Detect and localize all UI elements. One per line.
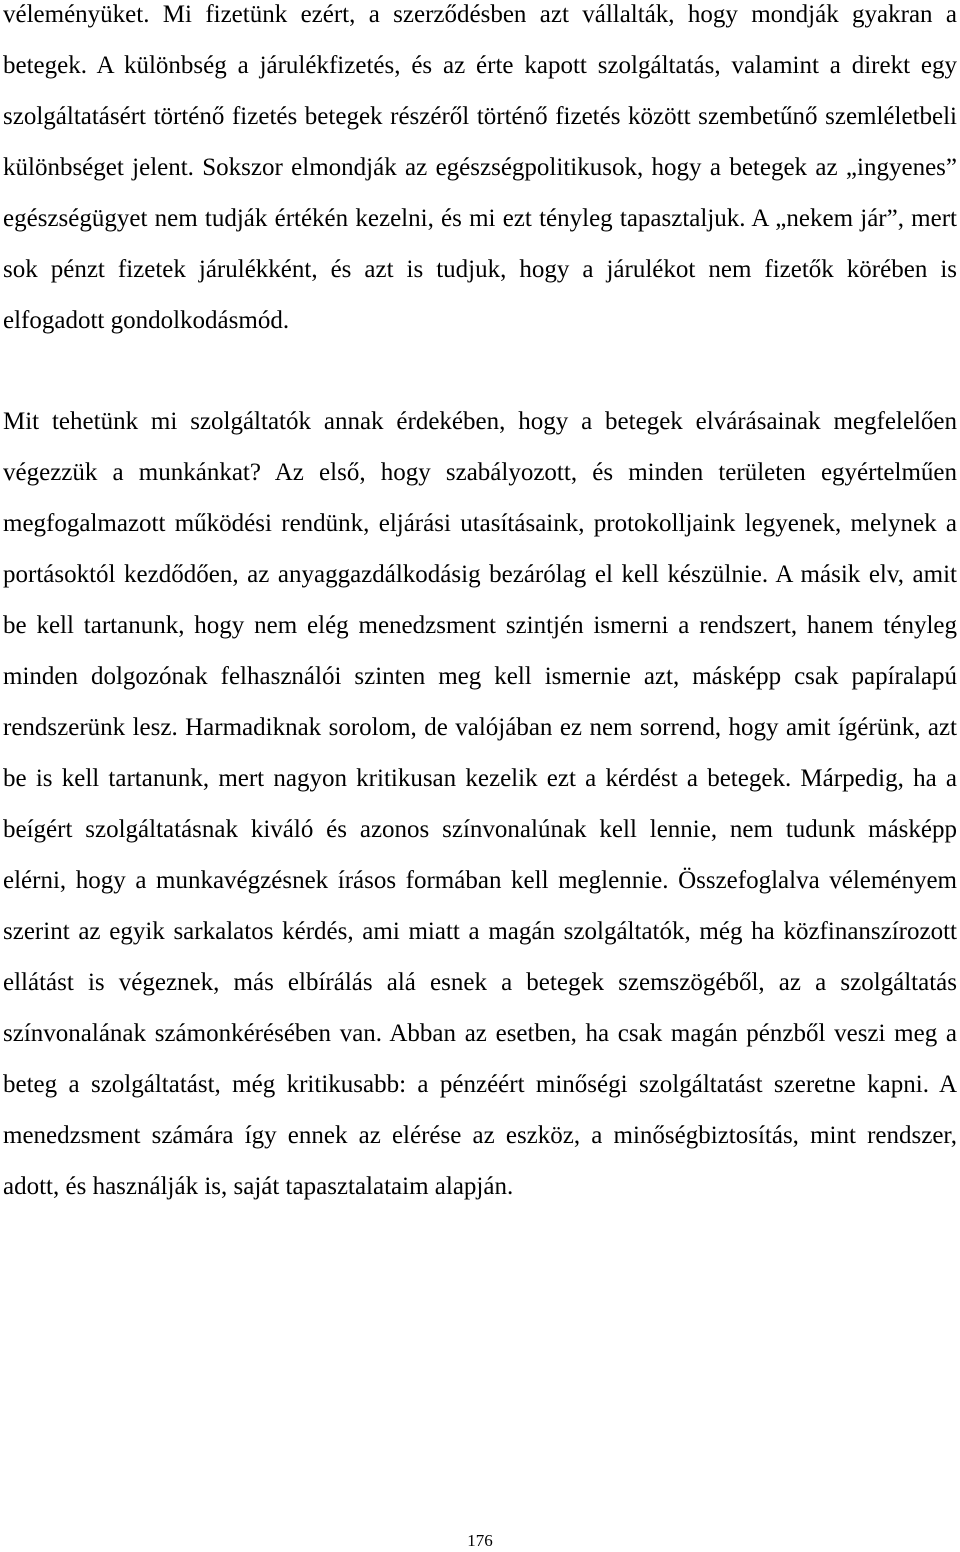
page-number: 176 <box>467 1531 493 1550</box>
body-paragraph: Mit tehetünk mi szolgáltatók annak érdekében, hogy a betegek elvárásainak megfelelően végezzük a munkánkat? Az első, hogy szabályozott, és minden területen egyértelműen megfogalmazott működési rendünk, eljárási utasításaink, protokolljaink legyenek, melynek a portásoktól kezdődően, az anyaggazdálkodásig bezárólag el kell készülnie. A másik elv, amit be kell tartanunk, hogy nem elég menedzsment szintjén ismerni a rendszert, hanem tényleg minden dolgozónak felhasználói szinten meg kell ismernie azt, másképp csak papíralapú rendszerünk lesz. Harmadiknak sorolom, de valójában ez nem sorrend, hogy amit ígérünk, azt be is kell tartanunk, mert nagyon kritikusan kezelik ezt a kérdést a betegek. Márpedig, ha a beígért szolgáltatásnak kiváló és azonos színvonalúnak kell lennie, nem tudunk másképp elérni, hogy a munkavégzésnek írásos formában kell meglennie. Összefoglalva véleményem szerint az egyik sarkalatos kérdés, ami miatt a magán szolgáltatók, még ha közfinanszírozott ellátást is végeznek, más elbírálás alá esnek a betegek szemszögéből, az a szolgáltatás színvonalának számonkérésében van. Abban az esetben, ha csak magán pénzből veszi meg a beteg a szolgáltatást, még kritikusabb: a pénzéért minőségi szolgáltatást szeretne kapni. A menedzsment számára így ennek az elérése az eszköz, a minőségbiztosítás, mint rendszer, adott, és használják is, saját tapasztalataim alapján. <box>3 408 957 1200</box>
body-paragraph: véleményüket. Mi fizetünk ezért, a szerződésben azt vállalták, hogy mondják gyakran a betegek. A különbség a járulékfizetés, és az érte kapott szolgáltatás, valamint a direkt egy szolgáltatásért történő fizetés betegek részéről történő fizetés között szembetűnő szemléletbeli különbséget jelent. Sokszor elmondják az egészségpolitikusok, hogy a betegek az „ingyenes” egészségügyet nem tudják értékén kezelni, és mi ezt tényleg tapasztaljuk. A „nekem jár”, mert sok pénzt fizetek járulékként, és azt is tudjuk, hogy a járulékot nem fizetők körében is elfogadott gondolkodásmód. <box>3 1 957 334</box>
